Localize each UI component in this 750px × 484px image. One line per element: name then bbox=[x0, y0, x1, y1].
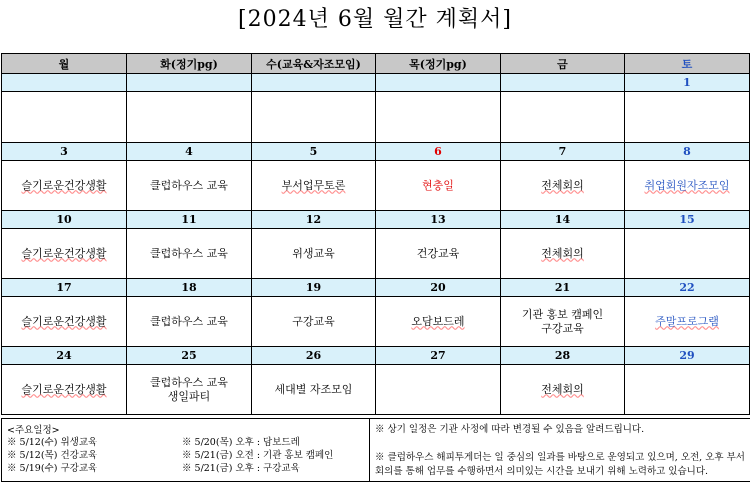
event-row bbox=[2, 365, 750, 415]
event-cell bbox=[2, 297, 127, 347]
event-row bbox=[2, 229, 750, 279]
event-cell bbox=[2, 365, 127, 415]
schedule-panel bbox=[2, 419, 370, 481]
note-text: ※ 클럽하우스 해피투게더는 일 중심의 일과를 바탕으로 운영되고 있으며, 오전, 오후 부서회의를 통해 업무를 수행하면서 의미있는 시간을 보내기 위해 노력하고 있습니다. bbox=[375, 452, 745, 477]
header-thu: 목(정기pg) bbox=[376, 54, 501, 74]
date-cell: 11 bbox=[127, 211, 252, 229]
schedule-item: ※ 5/12(목) 건강교육 bbox=[7, 450, 98, 461]
date-row bbox=[2, 74, 750, 92]
event-cell bbox=[625, 92, 750, 143]
event-label: 슬기로운건강생활 bbox=[21, 178, 107, 192]
date-cell: 8 bbox=[625, 143, 750, 161]
header-tue: 화(정기pg) bbox=[127, 54, 252, 74]
date-cell: 24 bbox=[2, 347, 127, 365]
event-label: 오담보드레 bbox=[411, 314, 465, 328]
event-label: 슬기로운건강생활 bbox=[21, 382, 107, 396]
date-cell: 26 bbox=[252, 347, 376, 365]
event-cell bbox=[501, 365, 625, 415]
date-row bbox=[2, 347, 750, 365]
event-row bbox=[2, 92, 750, 143]
date-cell bbox=[252, 74, 376, 92]
date-cell: 4 bbox=[127, 143, 252, 161]
date-cell: 14 bbox=[501, 211, 625, 229]
event-cell bbox=[252, 297, 376, 347]
event-cell bbox=[501, 229, 625, 279]
event-label: 클럽하우스 교육 bbox=[150, 246, 228, 260]
schedule-list-left bbox=[7, 436, 97, 475]
date-cell: 13 bbox=[376, 211, 501, 229]
event-label: 구강교육 bbox=[541, 321, 584, 335]
event-label: 전체회의 bbox=[541, 382, 584, 396]
event-label: 전체회의 bbox=[541, 246, 584, 260]
date-cell: 29 bbox=[625, 347, 750, 365]
event-label: 전체회의 bbox=[541, 178, 584, 192]
event-cell bbox=[376, 161, 501, 211]
event-label: 주말프로그램 bbox=[655, 314, 719, 328]
event-cell bbox=[625, 297, 750, 347]
footer-box bbox=[1, 418, 750, 482]
date-row bbox=[2, 143, 750, 161]
event-label: 세대별 자조모임 bbox=[274, 382, 353, 396]
calendar-table bbox=[1, 53, 750, 415]
header-fri: 금 bbox=[501, 54, 625, 74]
date-cell: 1 bbox=[625, 74, 750, 92]
schedule-title: <주요일정> bbox=[7, 425, 60, 436]
date-cell bbox=[376, 74, 501, 92]
event-cell bbox=[376, 92, 501, 143]
event-cell bbox=[376, 365, 501, 415]
event-cell bbox=[376, 297, 501, 347]
date-cell bbox=[2, 74, 127, 92]
event-cell bbox=[127, 229, 252, 279]
event-label: 취업회원자조모임 bbox=[644, 178, 730, 192]
event-label: 현충일 bbox=[422, 178, 454, 192]
schedule-item: ※ 5/20(목) 오후 : 담보드레 bbox=[182, 437, 300, 448]
event-cell bbox=[127, 297, 252, 347]
event-label: 클럽하우스 교육 bbox=[150, 178, 228, 192]
date-cell: 28 bbox=[501, 347, 625, 365]
schedule-item: ※ 5/12(수) 위생교육 bbox=[7, 437, 98, 448]
event-cell bbox=[625, 365, 750, 415]
event-cell bbox=[127, 161, 252, 211]
date-cell: 27 bbox=[376, 347, 501, 365]
event-cell bbox=[252, 365, 376, 415]
header-wed: 수(교육&자조모임) bbox=[252, 54, 376, 74]
page-title: [2024년 6월 월간 계획서] bbox=[238, 7, 512, 32]
notes-panel bbox=[375, 423, 747, 479]
event-cell bbox=[501, 92, 625, 143]
event-cell bbox=[252, 92, 376, 143]
date-cell: 22 bbox=[625, 279, 750, 297]
event-cell bbox=[2, 229, 127, 279]
event-cell bbox=[501, 297, 625, 347]
schedule-item: ※ 5/19(수) 구강교육 bbox=[7, 463, 98, 474]
date-cell: 20 bbox=[376, 279, 501, 297]
date-row bbox=[2, 211, 750, 229]
date-cell: 25 bbox=[127, 347, 252, 365]
date-cell: 5 bbox=[252, 143, 376, 161]
event-label: 클럽하우스 교육 bbox=[150, 314, 228, 328]
header-row bbox=[2, 54, 750, 74]
date-cell: 19 bbox=[252, 279, 376, 297]
event-label: 클럽하우스 교육 bbox=[150, 375, 228, 389]
date-cell bbox=[501, 74, 625, 92]
event-label: 기관 홍보 캠페인 bbox=[521, 307, 604, 321]
date-row bbox=[2, 279, 750, 297]
date-cell: 17 bbox=[2, 279, 127, 297]
date-cell: 6 bbox=[376, 143, 501, 161]
date-cell: 15 bbox=[625, 211, 750, 229]
date-cell: 3 bbox=[2, 143, 127, 161]
event-cell bbox=[2, 161, 127, 211]
event-label: 생일파티 bbox=[167, 389, 211, 403]
event-cell bbox=[376, 229, 501, 279]
date-cell: 10 bbox=[2, 211, 127, 229]
event-label: 슬기로운건강생활 bbox=[21, 314, 107, 328]
date-cell: 18 bbox=[127, 279, 252, 297]
schedule-list-right bbox=[182, 436, 333, 475]
event-label: 부서업무토론 bbox=[281, 178, 346, 192]
event-label: 슬기로운건강생활 bbox=[21, 246, 107, 260]
event-cell bbox=[501, 161, 625, 211]
date-cell: 12 bbox=[252, 211, 376, 229]
schedule-item: ※ 5/21(금) 오후 : 구강교육 bbox=[182, 463, 300, 474]
date-cell: 7 bbox=[501, 143, 625, 161]
event-row bbox=[2, 161, 750, 211]
event-label: 구강교육 bbox=[292, 314, 335, 328]
event-cell bbox=[252, 161, 376, 211]
header-sat: 토 bbox=[625, 54, 750, 74]
event-cell bbox=[127, 92, 252, 143]
header-mon: 월 bbox=[2, 54, 127, 74]
date-cell bbox=[127, 74, 252, 92]
note-text: ※ 상기 일정은 기관 사정에 따라 변경될 수 있음을 알려드립니다. bbox=[375, 424, 645, 435]
event-cell bbox=[2, 92, 127, 143]
event-label: 건강교육 bbox=[416, 246, 460, 260]
event-label: 위생교육 bbox=[292, 246, 335, 260]
event-cell bbox=[625, 229, 750, 279]
event-cell bbox=[127, 365, 252, 415]
event-cell bbox=[252, 229, 376, 279]
event-cell bbox=[625, 161, 750, 211]
date-cell: 21 bbox=[501, 279, 625, 297]
schedule-item: ※ 5/21(금) 오전 : 기관 홍보 캠페인 bbox=[182, 450, 334, 461]
event-row bbox=[2, 297, 750, 347]
